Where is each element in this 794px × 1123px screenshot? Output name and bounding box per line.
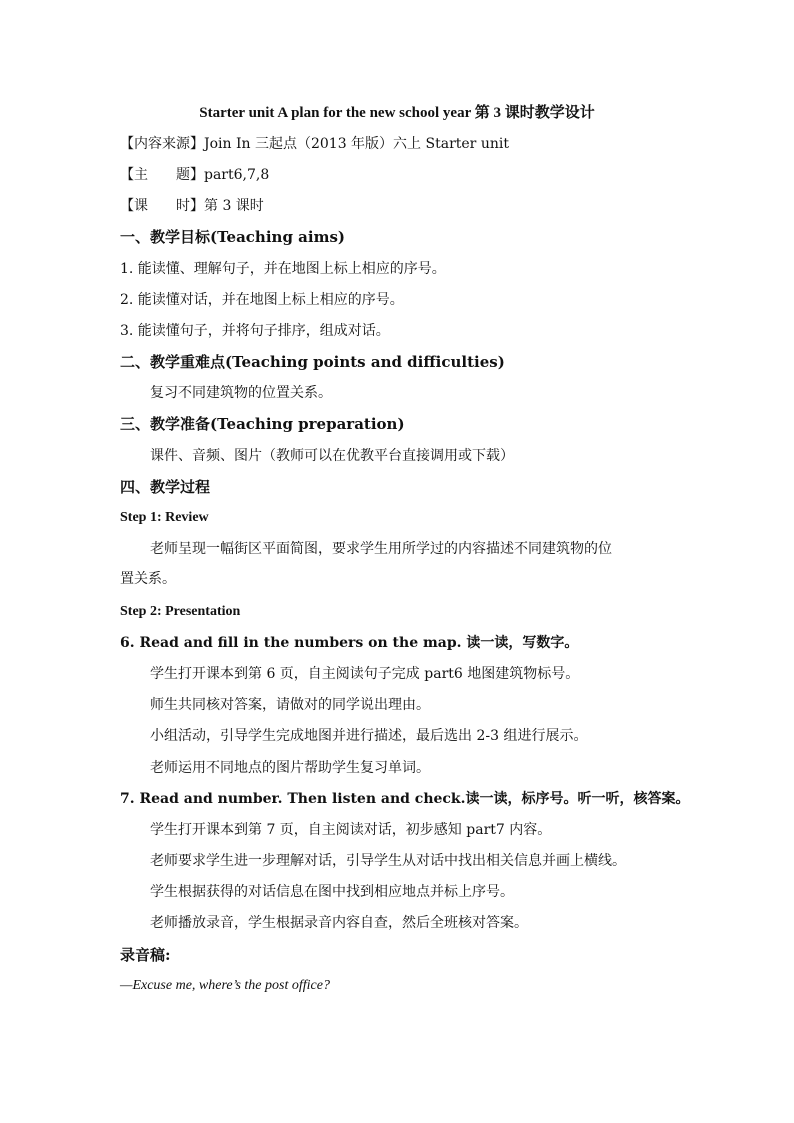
prep-heading: 三、教学准备(Teaching preparation) xyxy=(120,415,405,433)
step1-line-2: 置关系。 xyxy=(120,571,176,587)
task6-line-1: 学生打开课本到第 6 页，自主阅读句子完成 part6 地图建筑物标号。 xyxy=(150,666,580,682)
task7-line-2: 老师要求学生进一步理解对话，引导学生从对话中找出相关信息并画上横线。 xyxy=(150,853,626,869)
aim-item-3: 3. 能读懂句子，并将句子排序，组成对话。 xyxy=(120,323,390,339)
transcript-line-1: —Excuse me, where’s the post office? xyxy=(120,978,330,993)
points-text: 复习不同建筑物的位置关系。 xyxy=(150,385,332,401)
task7-line-3: 学生根据获得的对话信息在图中找到相应地点并标上序号。 xyxy=(150,884,514,900)
step1-heading: Step 1: Review xyxy=(120,510,209,525)
aims-heading: 一、教学目标(Teaching aims) xyxy=(120,228,345,246)
task7-heading: 7. Read and number. Then listen and check.读一读，标序号。听一听，核答案。 xyxy=(120,791,690,807)
task6-line-2: 师生共同核对答案，请做对的同学说出理由。 xyxy=(150,697,430,713)
task7-line-4: 老师播放录音，学生根据录音内容自查，然后全班核对答案。 xyxy=(150,915,528,931)
period-label-left: 【课 xyxy=(120,198,148,214)
topic-label-right: 题】part6,7,8 xyxy=(176,167,270,183)
task6-heading: 6. Read and fill in the numbers on the map. 读一读，写数字。 xyxy=(120,635,579,651)
task7-line-1: 学生打开课本到第 7 页，自主阅读对话，初步感知 part7 内容。 xyxy=(150,822,552,838)
task6-line-4: 老师运用不同地点的图片帮助学生复习单词。 xyxy=(150,760,430,776)
period-line xyxy=(120,196,264,216)
transcript-heading: 录音稿: xyxy=(120,946,171,964)
aim-item-2: 2. 能读懂对话，并在地图上标上相应的序号。 xyxy=(120,292,404,308)
process-heading: 四、教学过程 xyxy=(120,478,211,496)
aim-item-1: 1. 能读懂、理解句子，并在地图上标上相应的序号。 xyxy=(120,261,446,277)
step1-line-1: 老师呈现一幅街区平面简图，要求学生用所学过的内容描述不同建筑物的位 xyxy=(150,541,612,557)
points-heading: 二、教学重难点(Teaching points and difficulties) xyxy=(120,353,505,371)
task6-line-3: 小组活动，引导学生完成地图并进行描述，最后选出 2-3 组进行展示。 xyxy=(150,728,588,744)
period-label-right: 时】第 3 课时 xyxy=(176,198,264,214)
topic-line xyxy=(120,165,269,185)
document-title: Starter unit A plan for the new school year 第 3 课时教学设计 xyxy=(199,105,595,121)
step2-heading: Step 2: Presentation xyxy=(120,604,241,619)
content-source: 【内容来源】Join In 三起点（2013 年版）六上 Starter unit xyxy=(120,136,509,152)
prep-text: 课件、音频、图片（教师可以在优教平台直接调用或下载） xyxy=(150,448,514,464)
topic-label-left: 【主 xyxy=(120,167,148,183)
